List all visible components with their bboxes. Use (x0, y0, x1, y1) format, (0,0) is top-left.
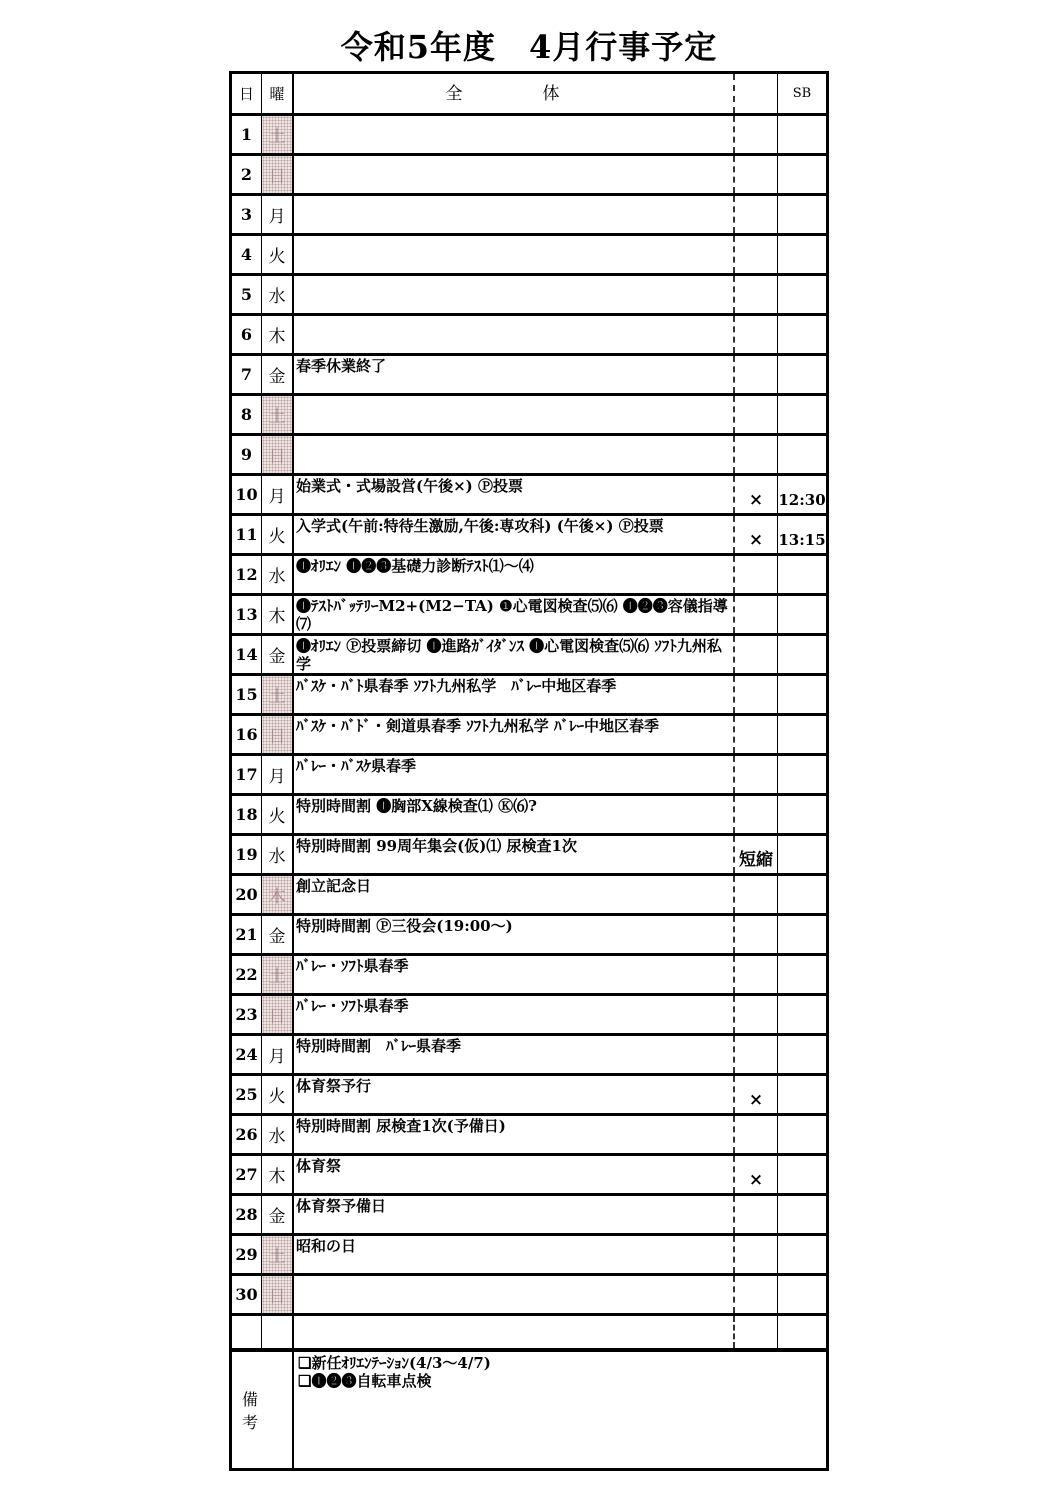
day-cell: 12 (232, 556, 262, 593)
sb-cell (778, 276, 826, 313)
schedule-table (229, 71, 829, 1471)
day-cell: 25 (232, 1076, 262, 1113)
mark-cell: × (735, 1156, 778, 1193)
page-title: 令和5年度 4月行事予定 (340, 28, 718, 66)
table-row (232, 196, 826, 236)
sb-cell (778, 636, 826, 673)
weekday-cell: 日 (262, 716, 294, 753)
day-cell: 22 (232, 956, 262, 993)
event-cell: 体育祭 (294, 1156, 735, 1193)
sb-cell (778, 236, 826, 273)
day-cell: 10 (232, 476, 262, 513)
sb-cell (778, 756, 826, 793)
event-cell: 特別時間割 99周年集会(仮)⑴ 尿検査1次 (294, 836, 735, 873)
sb-cell (778, 796, 826, 833)
weekday-cell: 木 (262, 596, 294, 633)
table-row (232, 276, 826, 316)
mark-cell (735, 1236, 778, 1273)
table-row (232, 956, 826, 996)
table-row (232, 716, 826, 756)
event-cell: 昭和の日 (294, 1236, 735, 1273)
table-row (232, 396, 826, 436)
table-row (232, 1076, 826, 1116)
event-cell: 特別時間割 ﾊﾞﾚｰ県春季 (294, 1036, 735, 1073)
table-row (232, 516, 826, 556)
mark-cell (735, 196, 778, 233)
mark-cell (735, 1276, 778, 1313)
sb-cell (778, 196, 826, 233)
mark-cell (735, 596, 778, 633)
table-row (232, 1236, 826, 1276)
table-row (232, 756, 826, 796)
sb-cell (778, 356, 826, 393)
table-body (232, 116, 826, 1316)
weekday-cell: 月 (262, 196, 294, 233)
mark-cell (735, 116, 778, 153)
mark-cell (735, 756, 778, 793)
table-row (232, 1276, 826, 1316)
sb-cell (778, 156, 826, 193)
day-cell: 21 (232, 916, 262, 953)
weekday-cell: 火 (262, 1076, 294, 1113)
sb-cell (778, 316, 826, 353)
day-cell: 28 (232, 1196, 262, 1233)
sb-cell (778, 1276, 826, 1313)
weekday-cell: 土 (262, 676, 294, 713)
table-row (232, 236, 826, 276)
mark-cell: × (735, 516, 778, 553)
table-row (232, 916, 826, 956)
day-cell: 4 (232, 236, 262, 273)
mark-cell (735, 276, 778, 313)
sb-cell (778, 1156, 826, 1193)
mark-cell (735, 956, 778, 993)
day-cell: 16 (232, 716, 262, 753)
day-cell: 20 (232, 876, 262, 913)
table-row (232, 476, 826, 516)
weekday-cell: 金 (262, 916, 294, 953)
event-cell: 創立記念日 (294, 876, 735, 913)
day-cell: 9 (232, 436, 262, 473)
sb-cell (778, 396, 826, 433)
day-cell: 8 (232, 396, 262, 433)
header-dow: 曜 (262, 74, 294, 113)
table-row (232, 596, 826, 636)
mark-cell (735, 396, 778, 433)
weekday-cell: 月 (262, 476, 294, 513)
header-sb: SB (792, 86, 812, 101)
event-cell: 入学式(午前:特待生激励,午後:専攻科) (午後×) Ⓟ投票 (294, 516, 735, 553)
event-cell: 春季休業終了 (294, 356, 735, 393)
day-cell: 26 (232, 1116, 262, 1153)
mark-cell (735, 436, 778, 473)
day-cell: 24 (232, 1036, 262, 1073)
weekday-cell: 木 (262, 316, 294, 353)
day-cell: 2 (232, 156, 262, 193)
table-row (232, 636, 826, 676)
day-cell: 1 (232, 116, 262, 153)
event-cell: ﾊﾞﾚｰ・ｿﾌﾄ県春季 (294, 956, 735, 993)
weekday-cell: 日 (262, 156, 294, 193)
table-row (232, 836, 826, 876)
mark-cell (735, 1196, 778, 1233)
table-row (232, 556, 826, 596)
mark-cell (735, 636, 778, 673)
weekday-cell: 水 (262, 276, 294, 313)
day-cell: 6 (232, 316, 262, 353)
sb-cell (778, 1196, 826, 1233)
mark-cell (735, 676, 778, 713)
event-cell: ❶ｵﾘｴﾝ Ⓟ投票締切 ❶進路ｶﾞｲﾀﾞﾝｽ ❶心電図検査⑸⑹ ｿﾌﾄ九州私学 (294, 636, 735, 673)
mark-cell (735, 876, 778, 913)
day-cell: 3 (232, 196, 262, 233)
table-row (232, 1036, 826, 1076)
table-row (232, 316, 826, 356)
event-cell: ❶ﾃｽﾄﾊﾞｯﾃﾘｰM2+(M2−TA) ❶心電図検査⑸⑹ ❶❷❸容儀指導⑺ (294, 596, 735, 633)
table-row (232, 996, 826, 1036)
day-cell: 18 (232, 796, 262, 833)
event-cell (294, 276, 735, 313)
notes-section (232, 1352, 826, 1468)
weekday-cell: 土 (262, 1236, 294, 1273)
notes-body (294, 1352, 826, 1468)
sb-cell (778, 876, 826, 913)
table-row (232, 1196, 826, 1236)
weekday-cell: 火 (262, 516, 294, 553)
table-header (232, 74, 826, 116)
sb-cell: 12:30 (778, 491, 826, 509)
weekday-cell: 水 (262, 556, 294, 593)
header-all: 全体 (294, 74, 735, 113)
event-cell: 特別時間割 ❶胸部X線検査⑴ Ⓚ⑹? (294, 796, 735, 833)
table-row (232, 876, 826, 916)
weekday-cell: 金 (262, 356, 294, 393)
event-cell: ﾊﾞｽｹ・ﾊﾞﾄ県春季 ｿﾌﾄ九州私学 ﾊﾞﾚｰ中地区春季 (294, 676, 735, 713)
mark-cell: 短縮 (735, 836, 778, 873)
sb-cell: 13:15 (778, 531, 826, 549)
table-row (232, 156, 826, 196)
table-row (232, 356, 826, 396)
sb-cell (778, 1076, 826, 1113)
sb-cell (778, 556, 826, 593)
sb-cell (778, 716, 826, 753)
weekday-cell: 金 (262, 1196, 294, 1233)
weekday-cell: 水 (262, 1116, 294, 1153)
sb-cell (778, 436, 826, 473)
table-row (232, 796, 826, 836)
table-row-empty (232, 1316, 826, 1352)
mark-cell (735, 556, 778, 593)
table-row (232, 1116, 826, 1156)
sb-cell (778, 916, 826, 953)
table-row (232, 676, 826, 716)
sb-cell (778, 1116, 826, 1153)
weekday-cell: 月 (262, 756, 294, 793)
sb-cell (778, 676, 826, 713)
mark-cell (735, 1036, 778, 1073)
day-cell: 11 (232, 516, 262, 553)
mark-cell: × (735, 1076, 778, 1113)
event-cell: 始業式・式場設営(午後×) Ⓟ投票 (294, 476, 735, 513)
table-row (232, 1156, 826, 1196)
mark-cell (735, 316, 778, 353)
event-cell (294, 116, 735, 153)
event-cell (294, 316, 735, 353)
day-cell: 19 (232, 836, 262, 873)
weekday-cell: 土 (262, 116, 294, 153)
header-mark (735, 74, 778, 113)
weekday-cell: 火 (262, 236, 294, 273)
sb-cell (778, 116, 826, 153)
mark-cell (735, 236, 778, 273)
event-cell: 体育祭予備日 (294, 1196, 735, 1233)
event-cell: 特別時間割 Ⓟ三役会(19:00～) (294, 916, 735, 953)
weekday-cell: 月 (262, 1036, 294, 1073)
sb-cell (778, 1236, 826, 1273)
day-cell: 23 (232, 996, 262, 1033)
weekday-cell: 水 (262, 836, 294, 873)
event-cell (294, 396, 735, 433)
mark-cell (735, 996, 778, 1033)
event-cell: ﾊﾞﾚｰ・ｿﾌﾄ県春季 (294, 996, 735, 1033)
notes-item: ❑❶❷❸自転車点検 (298, 1372, 432, 1390)
sb-cell (778, 996, 826, 1033)
day-cell: 5 (232, 276, 262, 313)
mark-cell (735, 156, 778, 193)
weekday-cell: 土 (262, 956, 294, 993)
mark-cell (735, 356, 778, 393)
day-cell: 17 (232, 756, 262, 793)
mark-cell (735, 716, 778, 753)
header-day: 日 (232, 74, 262, 113)
day-cell: 14 (232, 636, 262, 673)
table-row (232, 116, 826, 156)
mark-cell: × (735, 476, 778, 513)
sb-cell (778, 1036, 826, 1073)
day-cell: 27 (232, 1156, 262, 1193)
table-row (232, 436, 826, 476)
day-cell: 30 (232, 1276, 262, 1313)
day-cell: 7 (232, 356, 262, 393)
weekday-cell: 日 (262, 436, 294, 473)
mark-cell (735, 916, 778, 953)
event-cell: 体育祭予行 (294, 1076, 735, 1113)
event-cell: 特別時間割 尿検査1次(予備日) (294, 1116, 735, 1153)
event-cell (294, 196, 735, 233)
event-cell (294, 1276, 735, 1313)
weekday-cell: 木 (262, 1156, 294, 1193)
event-cell (294, 156, 735, 193)
day-cell: 13 (232, 596, 262, 633)
weekday-cell: 日 (262, 1276, 294, 1313)
sb-cell (778, 956, 826, 993)
event-cell (294, 436, 735, 473)
event-cell: ﾊﾞﾚｰ・ﾊﾞｽｹ県春季 (294, 756, 735, 793)
event-cell (294, 236, 735, 273)
mark-cell (735, 1116, 778, 1153)
day-cell: 15 (232, 676, 262, 713)
weekday-cell: 木 (262, 876, 294, 913)
weekday-cell: 火 (262, 796, 294, 833)
sb-cell (778, 836, 826, 873)
weekday-cell: 土 (262, 396, 294, 433)
event-cell: ﾊﾞｽｹ・ﾊﾞﾄﾞ・剣道県春季 ｿﾌﾄ九州私学 ﾊﾞﾚｰ中地区春季 (294, 716, 735, 753)
weekday-cell: 金 (262, 636, 294, 673)
notes-label: 備考 (232, 1352, 294, 1468)
sb-cell (778, 596, 826, 633)
event-cell: ❶ｵﾘｴﾝ ❶❷❸基礎力診断ﾃｽﾄ⑴～⑷ (294, 556, 735, 593)
day-cell: 29 (232, 1236, 262, 1273)
notes-item: ❑新任ｵﾘｴﾝﾃｰｼｮﾝ(4/3～4/7) (298, 1354, 491, 1372)
weekday-cell: 日 (262, 996, 294, 1033)
mark-cell (735, 796, 778, 833)
